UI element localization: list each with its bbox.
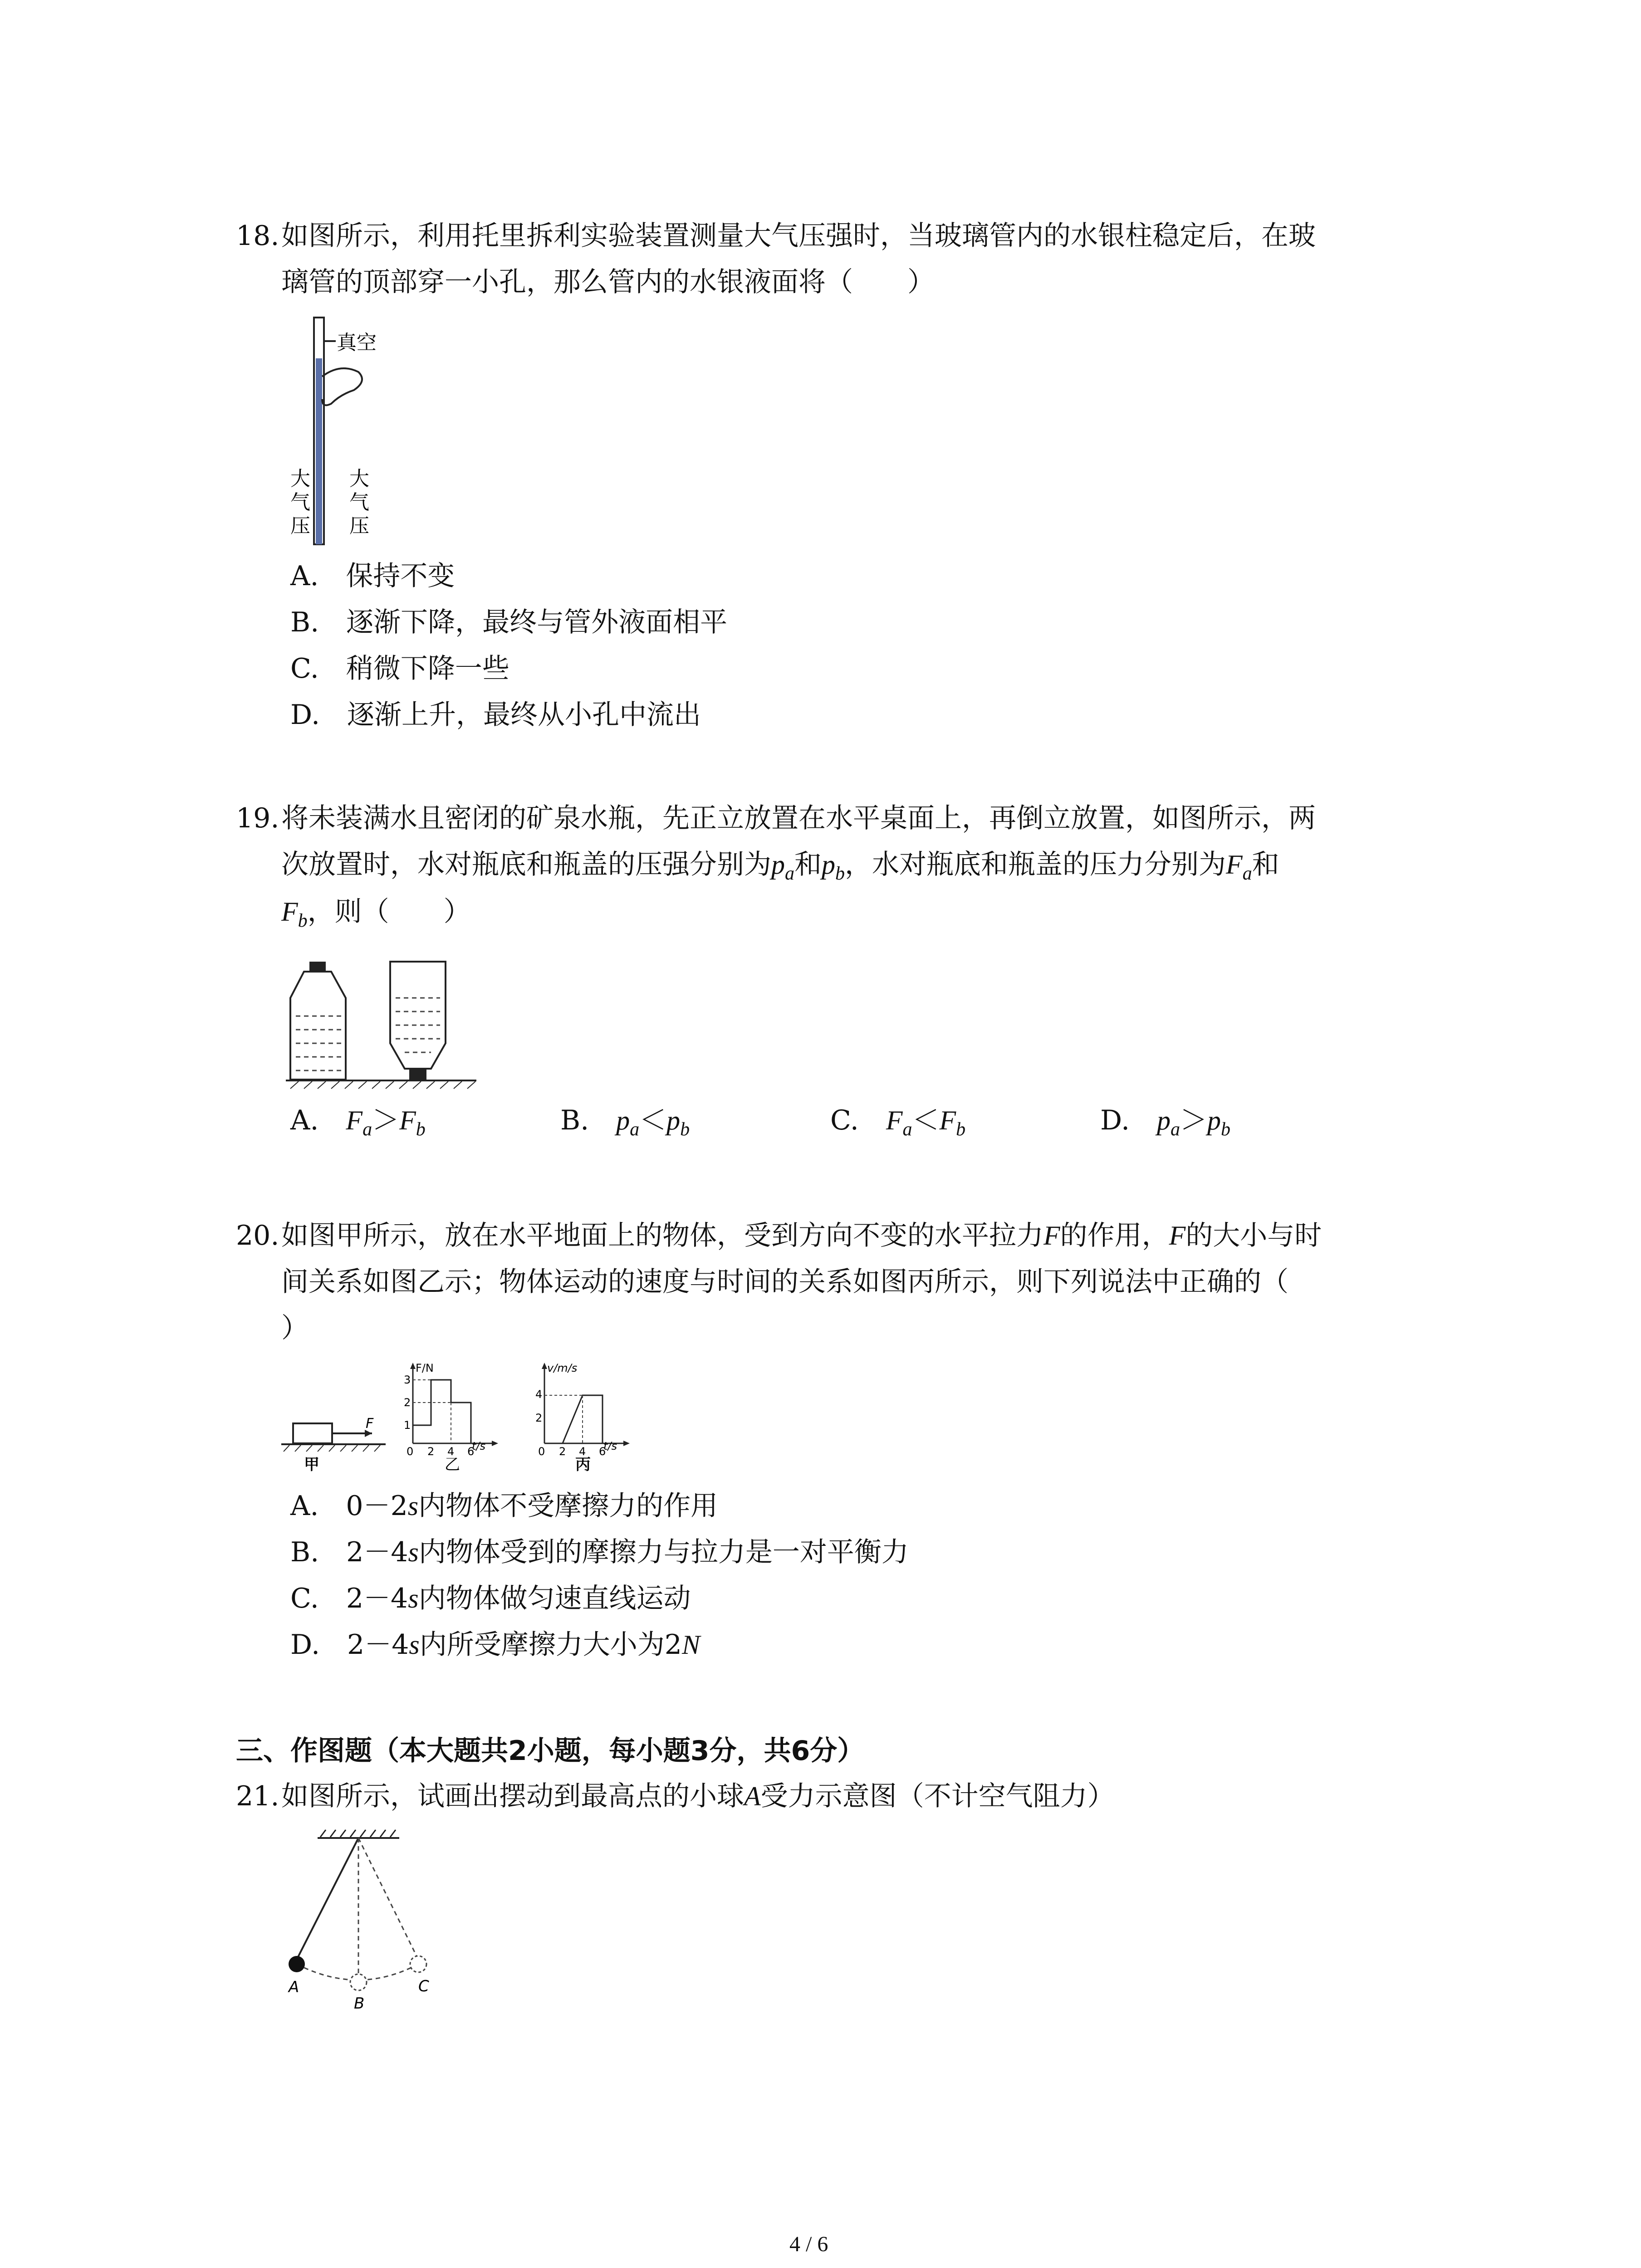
bing-xtick-2: 2 (559, 1445, 566, 1458)
q19-stem-line3: $F_b$，则（ ） (281, 896, 471, 931)
yi-ytick-3: 3 (404, 1374, 411, 1386)
q19-stem-line2: 次放置时，水对瓶底和瓶盖的压强分别为$p_a$和$p_b$，水对瓶底和瓶盖的压力分别为$F_a$和 (281, 849, 1279, 884)
q18-stem-line2: 璃管的顶部穿一小孔，那么管内的水银液面将（ ） (281, 266, 935, 298)
q19-option-c: C. $F_a<F_b$ (830, 1105, 966, 1140)
atm-left-1: 大 (290, 467, 310, 490)
yi-xtick-2: 2 (427, 1445, 435, 1458)
vacuum-label: 真空 (337, 331, 377, 354)
q18-option-d: D. 逐渐上升，最终从小孔中流出 (290, 699, 701, 731)
q20-option-c: C. 2－4s内物体做匀速直线运动 (290, 1583, 691, 1614)
yi-xtick-0: 0 (407, 1445, 414, 1458)
bing-xtick-6: 6 (599, 1445, 606, 1458)
q20-option-b: B. 2－4s内物体受到的摩擦力与拉力是一对平衡力 (290, 1536, 909, 1568)
q19-option-d: D. $p_a>p_b$ (1100, 1105, 1231, 1140)
q19-option-b: B. $p_a<p_b$ (560, 1105, 690, 1140)
chart-yi (404, 1362, 498, 1474)
point-c-label: C (418, 1977, 429, 1995)
q20-figure (281, 1356, 690, 1488)
yi-ytick-2: 2 (404, 1396, 411, 1409)
upright-bottle (290, 962, 346, 1080)
atm-right-2: 气 (349, 491, 369, 514)
section-3-heading: 三、作图题（本大题共2小题，每小题3分，共6分） (236, 1735, 865, 1767)
bing-xtick-4: 4 (579, 1445, 586, 1458)
bing-label: 丙 (575, 1456, 591, 1474)
q20-stem-line2: 间关系如图乙示；物体运动的速度与时间的关系如图丙所示，则下列说法中正确的（ (281, 1266, 1288, 1298)
inverted-bottle (390, 962, 446, 1080)
atm-right-3: 压 (349, 514, 369, 538)
yi-xtick-6: 6 (467, 1445, 475, 1458)
yi-ytick-1: 1 (404, 1419, 411, 1432)
atm-right-1: 大 (349, 467, 369, 490)
q20-option-a: A. 0－2s内物体不受摩擦力的作用 (290, 1490, 718, 1522)
q19-number: 19. (236, 802, 279, 834)
q21-pendulum-figure (277, 1828, 467, 2019)
q20-stem-line1: 如图甲所示，放在水平地面上的物体，受到方向不变的水平拉力F的作用，F的大小与时 (281, 1220, 1322, 1251)
q21-stem: 如图所示，试画出摆动到最高点的小球A受力示意图（不计空气阻力） (281, 1780, 1115, 1812)
point-b-label: B (354, 1994, 365, 2013)
q19-bottles-figure (286, 957, 476, 1093)
q18-number: 18. (236, 220, 279, 252)
bing-ytick-2: 2 (535, 1412, 543, 1424)
ball-c (410, 1956, 426, 1972)
yi-xlabel: t/s (472, 1440, 485, 1452)
ball-b (350, 1974, 367, 1990)
page-number: 4 / 6 (789, 2232, 828, 2256)
bing-ytick-4: 4 (535, 1388, 543, 1401)
yi-xtick-4: 4 (447, 1445, 455, 1458)
atm-left-3: 压 (290, 514, 310, 538)
jia-label: 甲 (304, 1456, 319, 1474)
q18-torricelli-figure (272, 313, 408, 549)
q18-stem-line1: 如图所示，利用托里拆利实验装置测量大气压强时，当玻璃管内的水银柱稳定后，在玻 (281, 220, 1316, 252)
q20-number: 20. (236, 1220, 279, 1251)
yi-ylabel: F/N (416, 1362, 434, 1374)
ball-a (289, 1956, 305, 1972)
atm-left-2: 气 (290, 491, 310, 514)
force-label: F (366, 1416, 374, 1432)
q19-option-a: A. $F_a>F_b$ (290, 1105, 426, 1140)
bing-ylabel: v/m/s (547, 1362, 578, 1374)
hand-icon (322, 368, 362, 405)
q18-option-c: C. 稍微下降一些 (290, 653, 509, 684)
q20-option-d: D. 2－4s内所受摩擦力大小为2N (290, 1629, 700, 1661)
point-a-label: A (289, 1978, 299, 1996)
q21-number: 21. (236, 1780, 279, 1812)
bing-xlabel: t/s (603, 1440, 617, 1452)
bing-xtick-0: 0 (538, 1445, 545, 1458)
chart-bing (535, 1362, 630, 1474)
q20-stem-line3: ） (281, 1312, 309, 1344)
q18-option-b: B. 逐渐下降，最终与管外液面相平 (290, 606, 728, 638)
figure-jia (281, 1416, 386, 1474)
yi-label: 乙 (445, 1456, 460, 1474)
q19-stem-line1: 将未装满水且密闭的矿泉水瓶，先正立放置在水平桌面上，再倒立放置，如图所示，两 (281, 802, 1316, 834)
q18-option-a: A. 保持不变 (290, 560, 455, 592)
